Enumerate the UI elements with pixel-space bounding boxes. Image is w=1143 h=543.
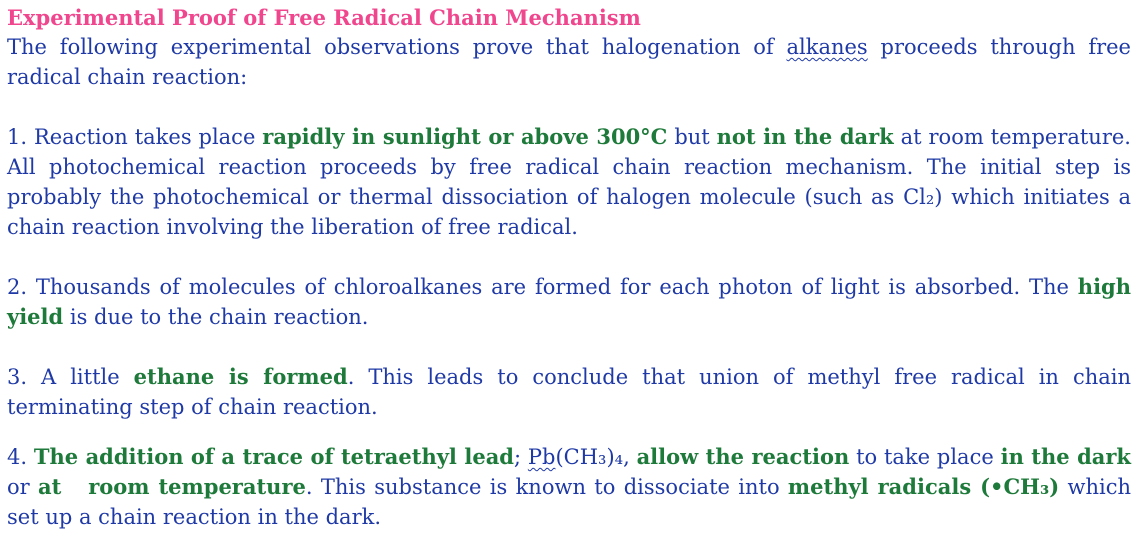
obs4-highlight-methyl-radicals: methyl radicals (•CH₃)	[787, 474, 1060, 499]
obs3-text-2: . This leads to conclude that union of methyl free radical in chain terminating step of chain reaction.	[7, 365, 1132, 419]
obs1-highlight-dark: not in the dark	[716, 124, 894, 149]
obs3-text-1: 3. A little	[7, 365, 134, 389]
obs4-text-2: (CH₃)₄,	[555, 445, 637, 469]
spacer	[7, 242, 1131, 272]
obs1-text-1: 1. Reaction takes place	[7, 125, 263, 149]
document-page	[7, 4, 1131, 532]
spacer	[7, 92, 1131, 122]
obs2-text-2: is due to the chain reaction.	[63, 305, 369, 329]
obs4-text-4: or	[7, 475, 39, 499]
page-title: Experimental Proof of Free Radical Chain Mechanism	[7, 5, 641, 30]
observation-1	[7, 122, 1131, 242]
spacer	[7, 422, 1131, 442]
obs4-highlight-in-dark: in the dark	[1000, 444, 1131, 469]
obs1-text-2: but	[667, 125, 717, 149]
obs4-text-5: . This substance is known to dissociate into	[305, 475, 788, 499]
obs4-highlight-room-temp: at room temperature	[38, 474, 306, 499]
observation-4	[7, 442, 1131, 532]
obs4-text-3: to take place	[849, 445, 1001, 469]
obs4-text-6: which set up a chain reaction in the dark.	[7, 475, 1131, 529]
obs4-highlight-tetraethyl-lead: The addition of a trace of tetraethyl lead	[33, 444, 514, 469]
intro-paragraph	[7, 32, 1131, 92]
spellcheck-word-pb[interactable]: Pb	[527, 445, 556, 469]
observation-3	[7, 362, 1131, 422]
obs1-text-3: at room temperature. All photochemical reaction proceeds by free radical chain reaction mechanism. The initial step is probably the photochemical or thermal dissociation of halogen molecule (such as Cl₂) which initiates a chain reaction involving the liberation of free radical.	[7, 125, 1131, 239]
obs4-text-0: 4.	[7, 445, 34, 469]
spellcheck-word-alkanes[interactable]: alkanes	[786, 35, 868, 59]
obs2-text-1: 2. Thousands of molecules of chloroalkanes are formed for each photon of light is absorbed. The	[7, 275, 1078, 299]
obs4-highlight-allow-reaction: allow the reaction	[636, 444, 850, 469]
spacer	[7, 332, 1131, 362]
obs4-text-1: ;	[513, 445, 528, 469]
intro-text-2: proceeds through free radical chain reaction:	[7, 35, 1131, 89]
obs3-highlight-ethane: ethane is formed	[133, 364, 348, 389]
obs1-highlight-sunlight: rapidly in sunlight or above 300°C	[262, 124, 668, 149]
observation-2	[7, 272, 1131, 332]
obs2-highlight-high-yield: high yield	[7, 274, 1131, 329]
intro-text-1: The following experimental observations prove that halogenation of	[7, 35, 787, 59]
